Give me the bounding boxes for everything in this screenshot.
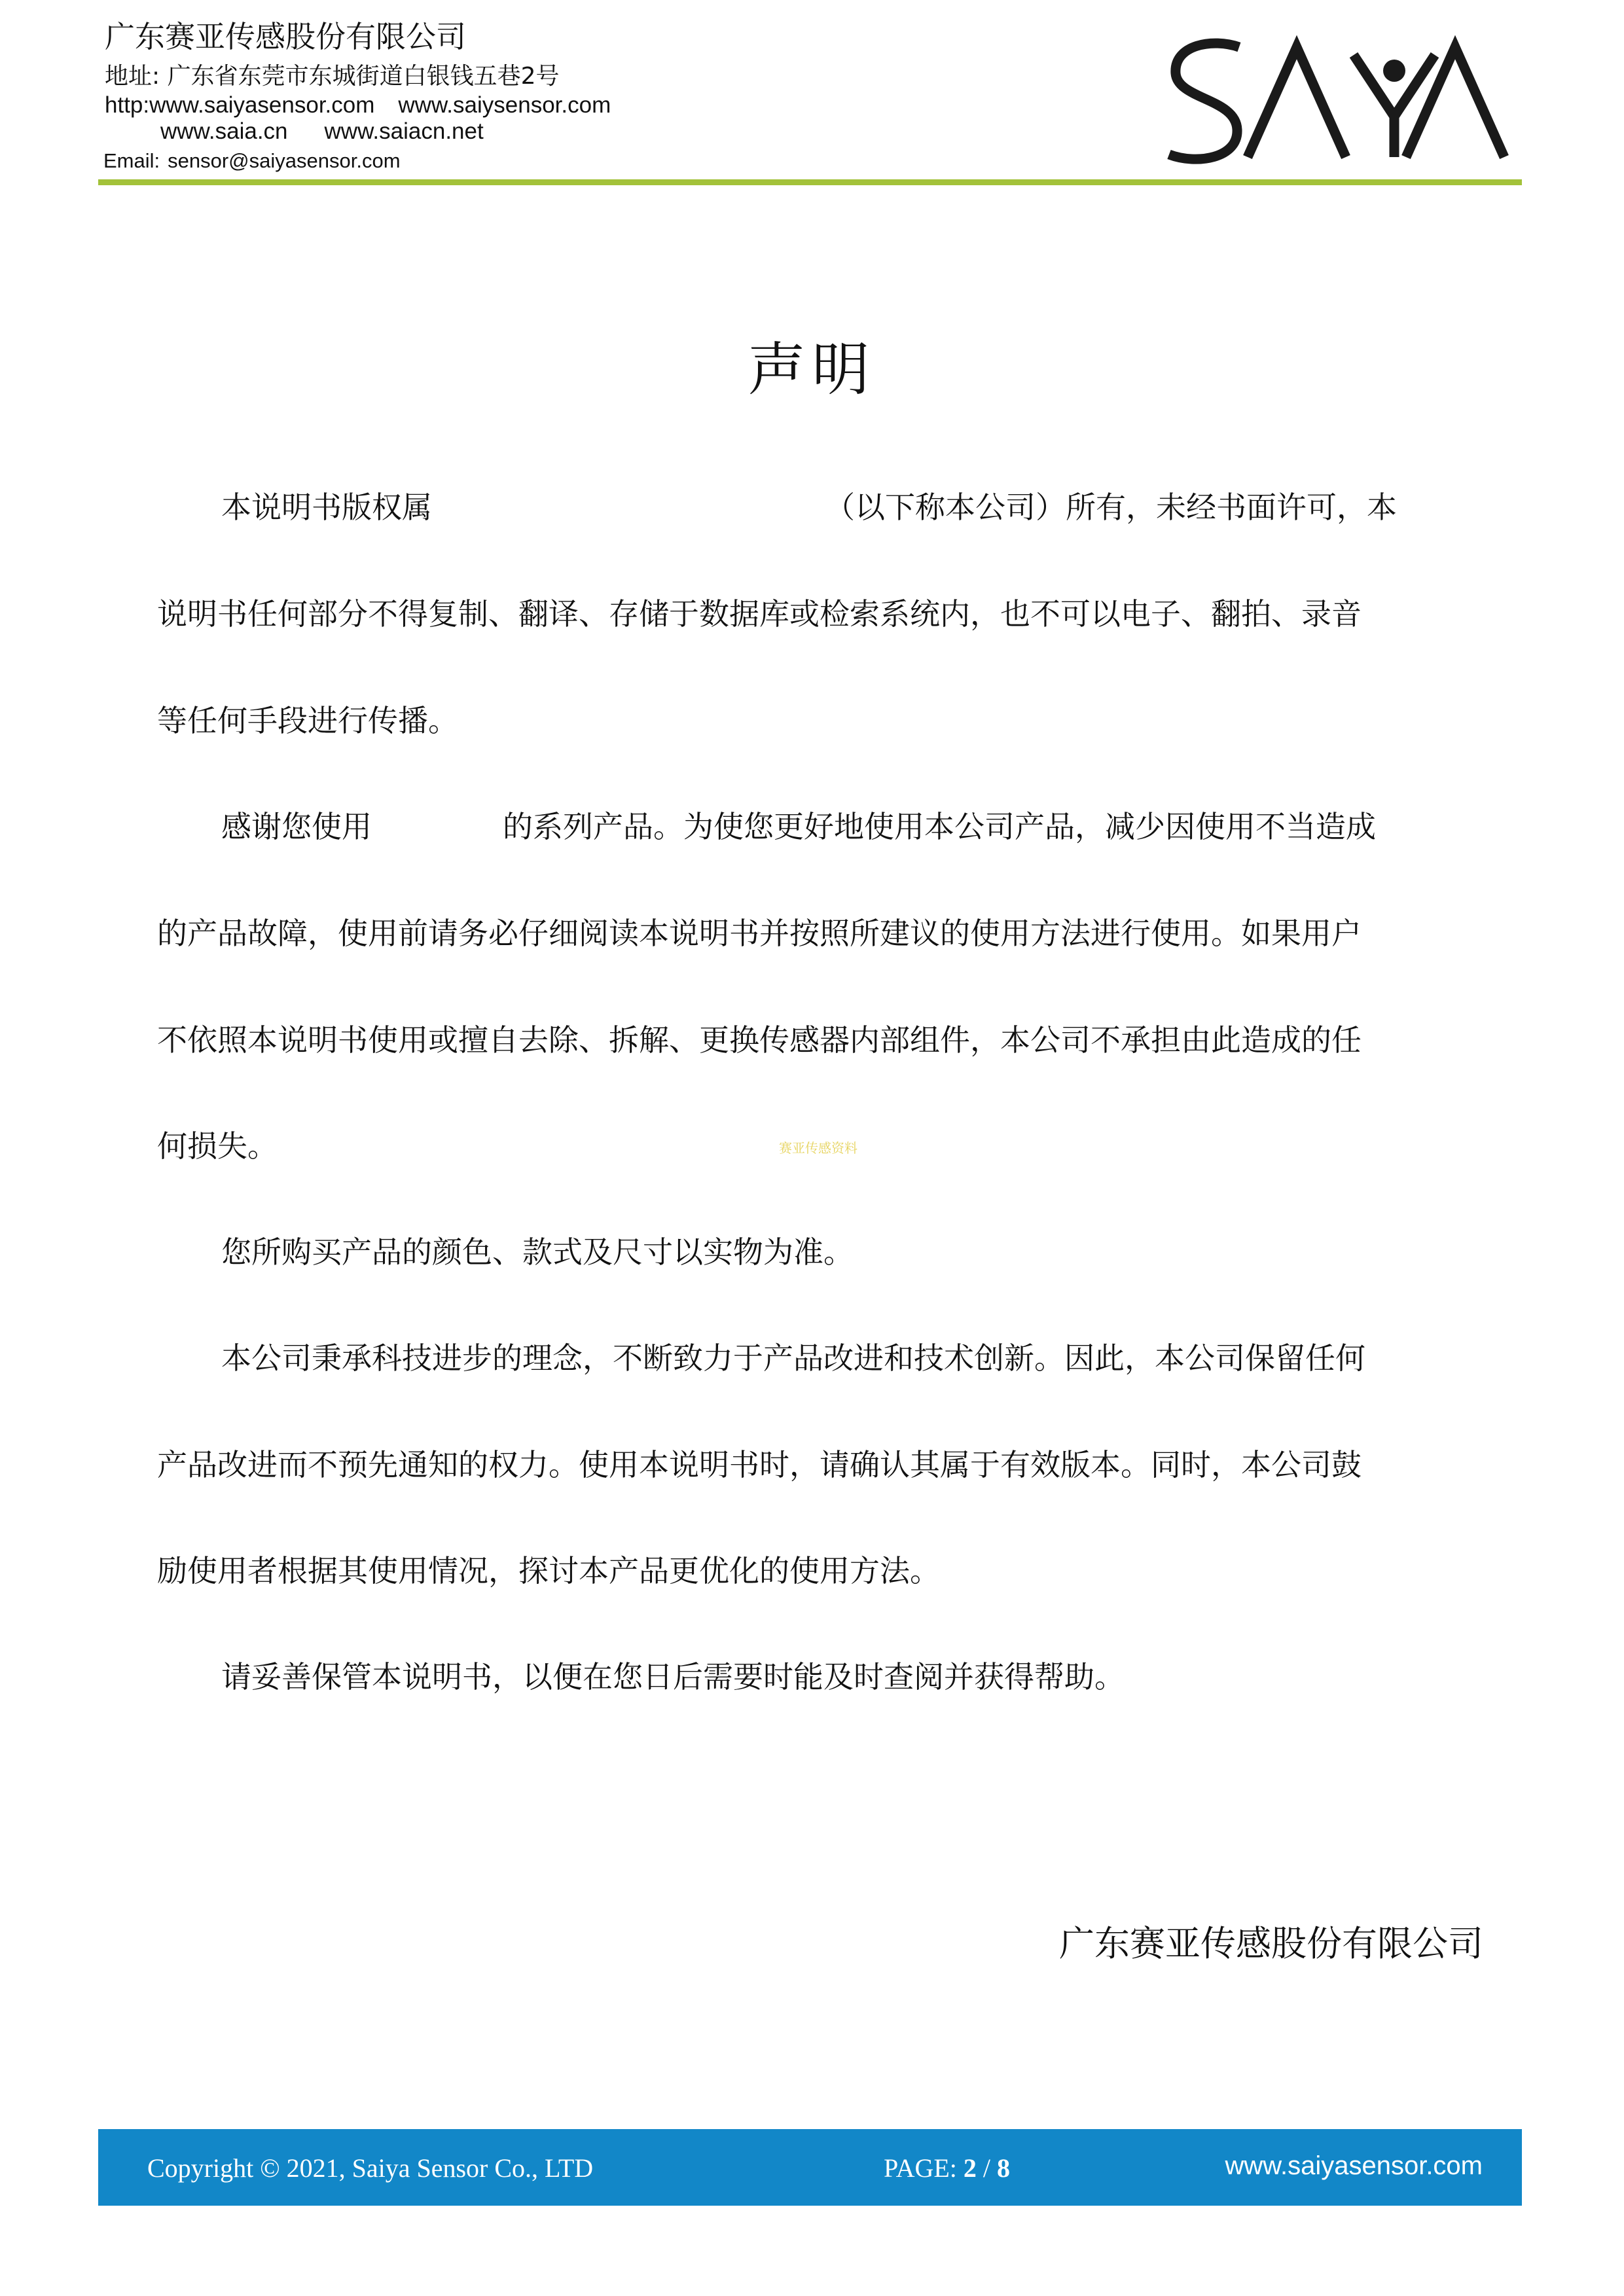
website-link: www.saiysensor.com [398,92,611,118]
page-separator: / [983,2153,991,2183]
footer-website-link: www.saiyasensor.com [1225,2151,1483,2180]
body-line: 请妥善保管本说明书，以便在您日后需要时能及时查阅并获得帮助。 [221,1659,1125,1695]
page-number [884,2153,1010,2184]
text-segment: （以下称本公司）所有，未经书面许可，本 [825,490,1397,525]
body-line: 本公司秉承科技进步的理念，不断致力于产品改进和技术创新。因此，本公司保留任何 [221,1340,1365,1376]
body-line: 励使用者根据其使用情况，探讨本产品更优化的使用方法。 [157,1553,940,1588]
website-line-2 [160,118,484,145]
company-address: 地址: 广东省东莞市东城街道白银钱五巷2号 [105,63,560,90]
body-line [221,484,1465,530]
body-line: 何损失。 [157,1128,278,1164]
body-line: 不依照本说明书使用或擅自去除、拆解、更换传感器内部组件，本公司不承担由此造成的任 [157,1022,1362,1058]
page-footer [98,2129,1522,2206]
body-line: 说明书任何部分不得复制、翻译、存储于数据库或检索系统内，也不可以电子、翻拍、录音 [157,596,1362,632]
header-divider [98,179,1522,185]
company-signature: 广东赛亚传感股份有限公司 [1059,1923,1483,1964]
text-segment: 感谢您使用 [221,809,372,844]
body-line: 产品改进而不预先通知的权力。使用本说明书时，请确认其属于有效版本。同时，本公司鼓 [157,1447,1362,1482]
page-total: 8 [997,2153,1011,2183]
page-title: 声明 [748,336,876,403]
body-line: 您所购买产品的颜色、款式及尺寸以实物为准。 [221,1234,854,1270]
body-line [221,804,1465,850]
company-name-header: 广东赛亚传感股份有限公司 [105,19,466,54]
body-line: 的产品故障，使用前请务必仔细阅读本说明书并按照所建议的使用方法进行使用。如果用户 [157,916,1362,951]
saya-logo [1164,33,1524,177]
email-line [103,148,401,174]
copyright-notice: Copyright © 2021, Saiya Sensor Co., LTD [147,2153,594,2183]
website-link: www.saia.cn [160,118,288,144]
page-label: PAGE: [884,2153,957,2183]
email-label: Email: [103,149,160,172]
page-header [0,0,1624,196]
website-link: http:www.saiyasensor.com [105,92,375,118]
page-current: 2 [963,2153,977,2183]
website-link: www.saiacn.net [324,118,484,144]
email-address: sensor@saiyasensor.com [168,149,401,172]
text-segment: 的系列产品。为使您更好地使用本公司产品，减少因使用不当造成 [503,809,1376,844]
watermark-text: 赛亚传感资料 [779,1140,857,1156]
body-line: 等任何手段进行传播。 [157,703,458,738]
text-segment: 本说明书版权属 [221,490,432,525]
website-line-1 [105,92,611,119]
